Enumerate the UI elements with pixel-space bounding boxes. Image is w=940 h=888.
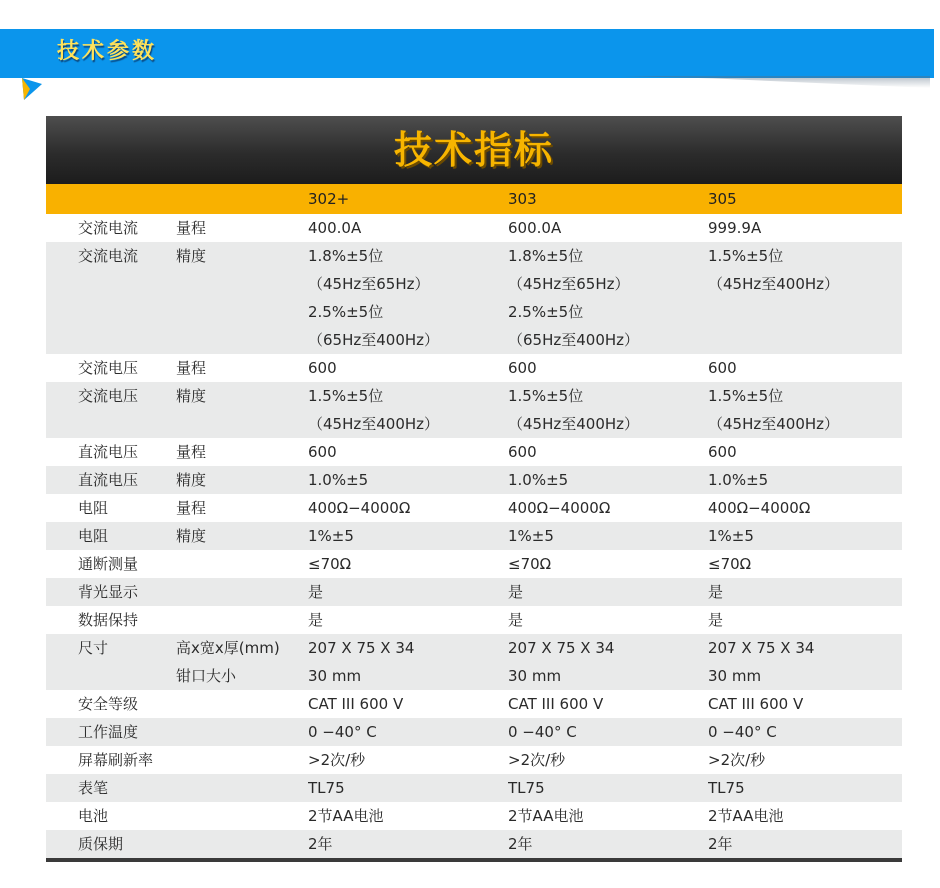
spec-value: 2节AA电池 xyxy=(508,807,584,825)
spec-value-cell xyxy=(708,634,902,690)
spec-value-cell xyxy=(308,522,508,550)
spec-value: 2.5%±5位 xyxy=(508,303,584,321)
spec-value-cell xyxy=(708,466,902,494)
spec-sheet-title: 技术指标 xyxy=(393,128,554,172)
spec-value-cell xyxy=(708,746,902,774)
table-row xyxy=(46,830,902,858)
spec-value-cell xyxy=(508,354,708,382)
spec-value: 600.0A xyxy=(508,219,562,237)
spec-table xyxy=(46,184,902,858)
spec-name: 直流电压 xyxy=(46,438,175,466)
table-row xyxy=(46,522,902,550)
spec-value: 207 X 75 X 34 xyxy=(508,639,615,657)
spec-value-cell xyxy=(708,354,902,382)
spec-subtype xyxy=(175,578,308,606)
spec-value-cell xyxy=(708,578,902,606)
spec-value: 1.0%±5 xyxy=(308,471,369,489)
spec-name: 直流电压 xyxy=(46,466,175,494)
spec-subtype xyxy=(175,690,308,718)
model-name: 302+ xyxy=(308,184,508,214)
triangle-pointer-icon xyxy=(22,78,42,100)
spec-value-cell xyxy=(708,690,902,718)
spec-value: 207 X 75 X 34 xyxy=(708,639,815,657)
spec-value: （45Hz至65Hz） xyxy=(508,275,630,293)
spec-value: ≤70Ω xyxy=(508,555,552,573)
spec-value-cell xyxy=(508,634,708,690)
spec-value: 1.0%±5 xyxy=(508,471,569,489)
spec-name: 尺寸 xyxy=(46,634,175,690)
spec-value: （45Hz至65Hz） xyxy=(308,275,430,293)
spec-subtype xyxy=(175,802,308,830)
table-row xyxy=(46,690,902,718)
spec-subtype: 量程 xyxy=(175,214,308,242)
spec-value-cell xyxy=(508,494,708,522)
spec-value-cell xyxy=(508,830,708,858)
spec-value-cell xyxy=(508,382,708,438)
spec-value: 2节AA电池 xyxy=(708,807,784,825)
spec-value: 600 xyxy=(308,359,337,377)
spec-value-cell xyxy=(308,830,508,858)
spec-value: （65Hz至400Hz） xyxy=(308,331,440,349)
spec-value: （45Hz至400Hz） xyxy=(308,415,440,433)
spec-value: ≤70Ω xyxy=(708,555,752,573)
spec-value: 2年 xyxy=(508,835,533,853)
spec-value: 400Ω−4000Ω xyxy=(308,499,411,517)
section-title: 技术参数 xyxy=(57,39,158,64)
spec-value: 0 −40° C xyxy=(508,723,577,741)
spec-value: >2次/秒 xyxy=(508,751,566,769)
table-row xyxy=(46,802,902,830)
spec-value-cell xyxy=(308,466,508,494)
table-row xyxy=(46,550,902,578)
table-row xyxy=(46,718,902,746)
spec-value: 400Ω−4000Ω xyxy=(508,499,611,517)
spec-value-cell xyxy=(708,494,902,522)
spec-value: 1%±5 xyxy=(508,527,554,545)
spec-subtype xyxy=(175,830,308,858)
model-header-row xyxy=(46,184,902,214)
spec-value: 600 xyxy=(308,443,337,461)
table-row xyxy=(46,774,902,802)
spec-value: CAT III 600 V xyxy=(708,695,804,713)
spec-subtype: 精度 xyxy=(175,522,308,550)
spec-sheet-footer-bar xyxy=(46,858,902,862)
spec-value: TL75 xyxy=(508,779,545,797)
spec-value-cell xyxy=(508,522,708,550)
table-row xyxy=(46,354,902,382)
spec-value-cell xyxy=(308,802,508,830)
spec-value: >2次/秒 xyxy=(308,751,366,769)
spec-value: 2年 xyxy=(708,835,733,853)
spec-value-cell xyxy=(708,242,902,354)
spec-value: TL75 xyxy=(708,779,745,797)
spec-value: 是 xyxy=(508,611,524,629)
spec-value: （45Hz至400Hz） xyxy=(508,415,640,433)
spec-value-cell xyxy=(708,774,902,802)
spec-value-cell xyxy=(708,522,902,550)
spec-value: 1.0%±5 xyxy=(708,471,769,489)
spec-value: ≤70Ω xyxy=(308,555,352,573)
spec-subtype xyxy=(175,634,308,690)
spec-sheet-header xyxy=(46,116,902,184)
spec-value-cell xyxy=(508,746,708,774)
spec-value-cell xyxy=(508,550,708,578)
section-banner xyxy=(0,29,934,78)
table-row xyxy=(46,746,902,774)
spec-name: 表笔 xyxy=(46,774,175,802)
model-name: 305 xyxy=(708,184,902,214)
spec-value: 400Ω−4000Ω xyxy=(708,499,811,517)
table-row xyxy=(46,214,902,242)
spec-value-cell xyxy=(508,214,708,242)
spec-value-cell xyxy=(308,606,508,634)
spec-value-cell xyxy=(308,494,508,522)
spec-value: 1.8%±5位 xyxy=(508,247,584,265)
spec-value-cell xyxy=(708,718,902,746)
spec-value: 是 xyxy=(308,611,324,629)
spec-value-cell xyxy=(308,718,508,746)
spec-value-cell xyxy=(308,690,508,718)
spec-value-cell xyxy=(508,718,708,746)
spec-value-cell xyxy=(708,438,902,466)
spec-value: 1.5%±5位 xyxy=(308,387,384,405)
spec-value: 2.5%±5位 xyxy=(308,303,384,321)
spec-value-cell xyxy=(308,214,508,242)
spec-value: CAT III 600 V xyxy=(508,695,604,713)
spec-value: 是 xyxy=(708,583,724,601)
spec-value-cell xyxy=(308,242,508,354)
spec-name: 电阻 xyxy=(46,494,175,522)
table-row xyxy=(46,634,902,690)
spec-subtype xyxy=(175,606,308,634)
spec-value: 1.5%±5位 xyxy=(708,247,784,265)
spec-value: 1%±5 xyxy=(708,527,754,545)
spec-name: 安全等级 xyxy=(46,690,175,718)
spec-value: 30 mm xyxy=(308,667,362,685)
spec-value-cell xyxy=(508,578,708,606)
spec-subtype xyxy=(175,774,308,802)
spec-value: （45Hz至400Hz） xyxy=(708,275,840,293)
spec-subtype: 量程 xyxy=(175,354,308,382)
spec-value-cell xyxy=(508,802,708,830)
model-name: 303 xyxy=(508,184,708,214)
spec-subtype: 精度 xyxy=(175,242,308,354)
table-row xyxy=(46,466,902,494)
spec-name: 屏幕刷新率 xyxy=(46,746,175,774)
header-blank xyxy=(175,184,308,214)
spec-value: 2年 xyxy=(308,835,333,853)
spec-name: 交流电压 xyxy=(46,354,175,382)
spec-value-cell xyxy=(508,438,708,466)
spec-value: （65Hz至400Hz） xyxy=(508,331,640,349)
spec-value-cell xyxy=(308,550,508,578)
spec-value: TL75 xyxy=(308,779,345,797)
spec-value: 是 xyxy=(708,611,724,629)
spec-name: 质保期 xyxy=(46,830,175,858)
spec-value: 0 −40° C xyxy=(308,723,377,741)
spec-value: 0 −40° C xyxy=(708,723,777,741)
spec-value-cell xyxy=(708,214,902,242)
table-row xyxy=(46,438,902,466)
spec-subtype xyxy=(175,746,308,774)
spec-name: 通断测量 xyxy=(46,550,175,578)
spec-name: 交流电压 xyxy=(46,382,175,438)
table-row xyxy=(46,606,902,634)
spec-value-cell xyxy=(308,578,508,606)
spec-value-cell xyxy=(508,466,708,494)
spec-value-cell xyxy=(708,550,902,578)
spec-subtype xyxy=(175,550,308,578)
spec-name: 电池 xyxy=(46,802,175,830)
spec-value-cell xyxy=(308,382,508,438)
spec-value-cell xyxy=(308,438,508,466)
spec-value-cell xyxy=(508,606,708,634)
spec-name: 工作温度 xyxy=(46,718,175,746)
spec-value: 1.5%±5位 xyxy=(508,387,584,405)
spec-value-cell xyxy=(508,242,708,354)
spec-value: CAT III 600 V xyxy=(308,695,404,713)
spec-value: 是 xyxy=(308,583,324,601)
spec-value: 1%±5 xyxy=(308,527,354,545)
spec-subtype-line: 钳口大小 xyxy=(176,667,237,685)
spec-value: 2节AA电池 xyxy=(308,807,384,825)
spec-name: 电阻 xyxy=(46,522,175,550)
spec-value: （45Hz至400Hz） xyxy=(708,415,840,433)
spec-value-cell xyxy=(308,774,508,802)
spec-value: 999.9A xyxy=(708,219,762,237)
header-blank xyxy=(46,184,175,214)
spec-value: 600 xyxy=(508,359,537,377)
spec-name: 数据保持 xyxy=(46,606,175,634)
spec-value: 600 xyxy=(508,443,537,461)
spec-subtype: 精度 xyxy=(175,382,308,438)
spec-value-cell xyxy=(308,634,508,690)
spec-value: 400.0A xyxy=(308,219,362,237)
spec-value: 是 xyxy=(508,583,524,601)
spec-value-cell xyxy=(708,606,902,634)
spec-subtype-line: 高x宽x厚(mm) xyxy=(176,639,280,657)
spec-value: 30 mm xyxy=(708,667,762,685)
spec-name: 交流电流 xyxy=(46,242,175,354)
table-row xyxy=(46,578,902,606)
spec-value-cell xyxy=(508,690,708,718)
spec-subtype: 精度 xyxy=(175,466,308,494)
spec-body xyxy=(46,214,902,858)
spec-value-cell xyxy=(308,354,508,382)
spec-value-cell xyxy=(308,746,508,774)
spec-value: 1.5%±5位 xyxy=(708,387,784,405)
spec-value: 30 mm xyxy=(508,667,562,685)
spec-subtype: 量程 xyxy=(175,438,308,466)
spec-value-cell xyxy=(708,382,902,438)
spec-value: 207 X 75 X 34 xyxy=(308,639,415,657)
table-row xyxy=(46,494,902,522)
spec-name: 交流电流 xyxy=(46,214,175,242)
spec-value: >2次/秒 xyxy=(708,751,766,769)
spec-value-cell xyxy=(708,830,902,858)
spec-sheet xyxy=(46,116,902,866)
spec-value: 600 xyxy=(708,443,737,461)
table-row xyxy=(46,382,902,438)
spec-value-cell xyxy=(508,774,708,802)
spec-value: 1.8%±5位 xyxy=(308,247,384,265)
spec-value-cell xyxy=(708,802,902,830)
spec-name: 背光显示 xyxy=(46,578,175,606)
spec-value: 600 xyxy=(708,359,737,377)
spec-subtype: 量程 xyxy=(175,494,308,522)
spec-subtype xyxy=(175,718,308,746)
table-row xyxy=(46,242,902,354)
